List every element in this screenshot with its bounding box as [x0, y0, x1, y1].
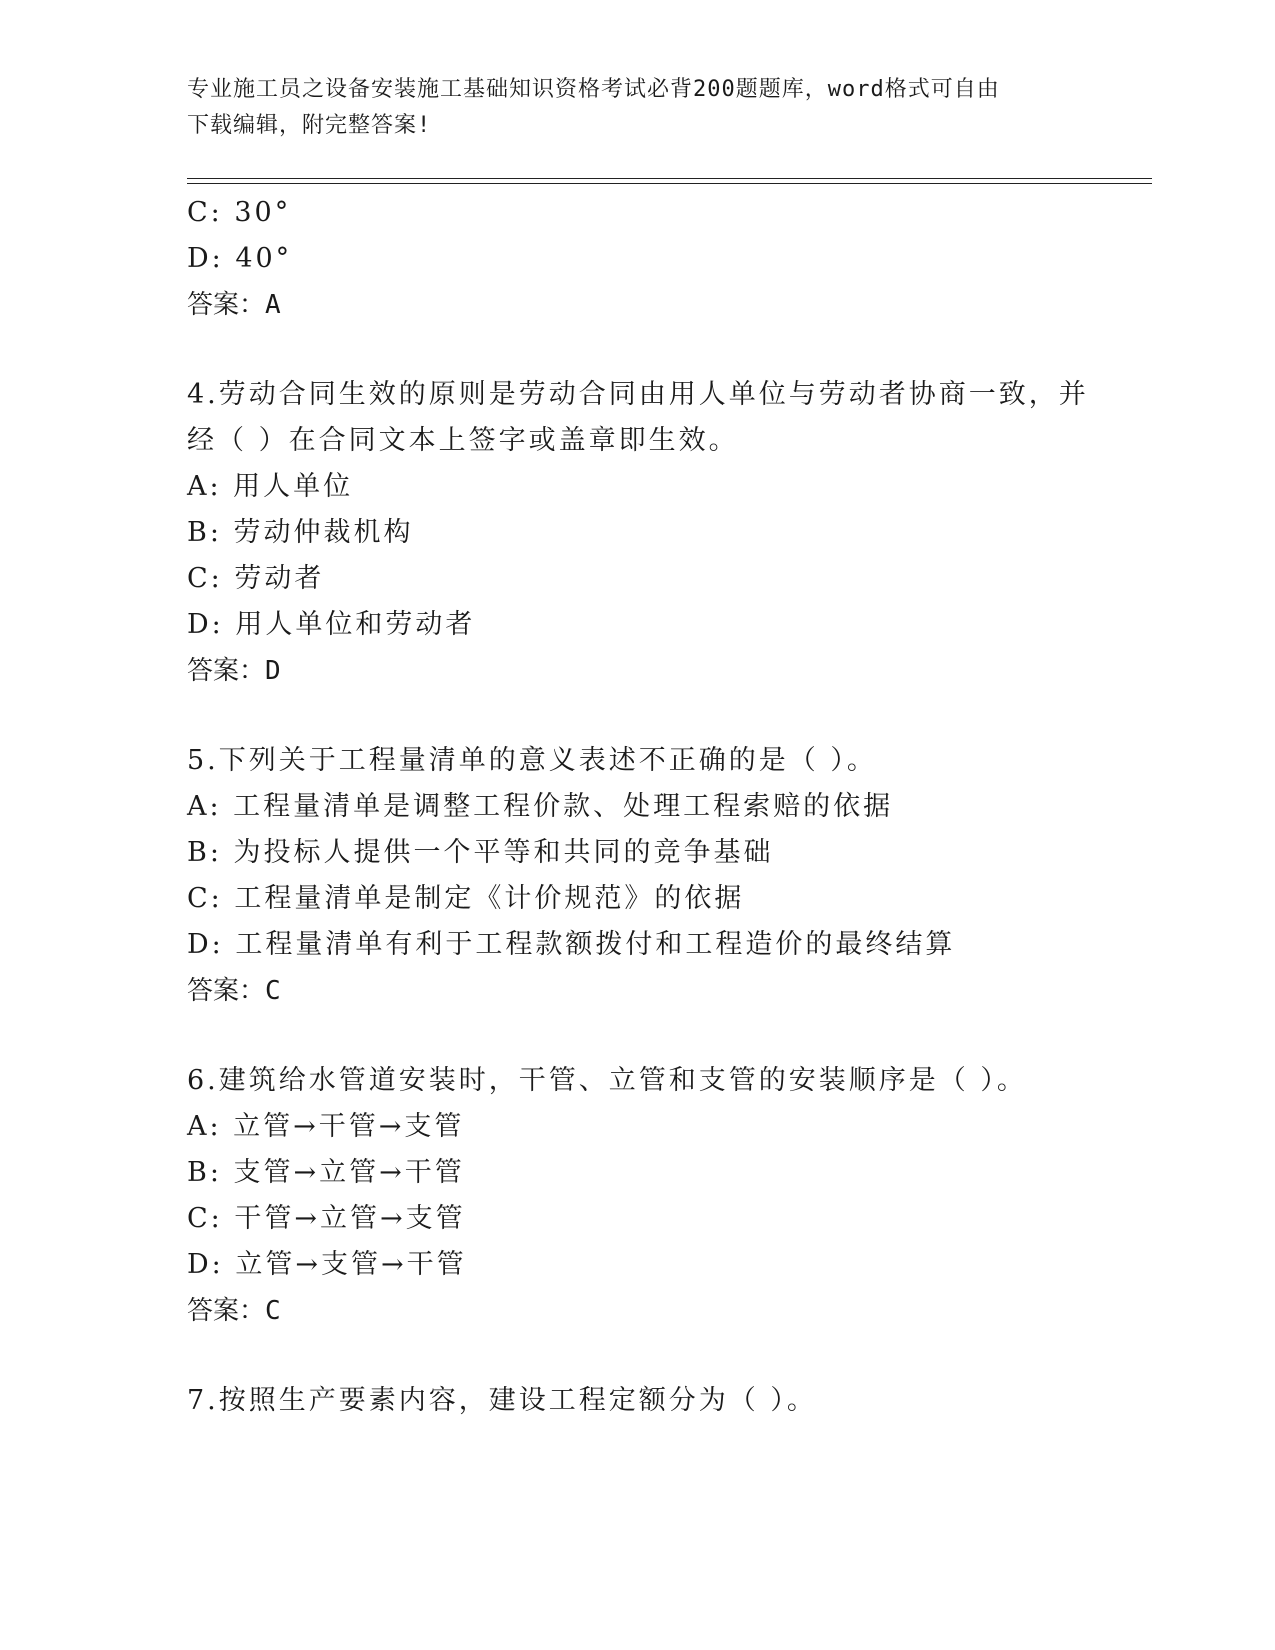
question-block-4: [187, 372, 1087, 694]
document-header: [187, 72, 1087, 144]
option-b: B: 支管→立管→干管: [187, 1157, 465, 1188]
option-d: D: 用人单位和劳动者: [187, 609, 476, 640]
header-title-line-1: 专业施工员之设备安装施工基础知识资格考试必背200题题库，word格式可自由: [187, 77, 1000, 102]
question-stem-cont: 经（ ）在合同文本上签字或盖章即生效。: [187, 425, 739, 456]
answer-line: 答案：A: [187, 290, 281, 320]
option-a: A: 立管→干管→支管: [187, 1111, 465, 1142]
question-block-5: [187, 738, 1087, 1014]
option-d: D: 40°: [187, 243, 293, 274]
question-stem: 7.按照生产要素内容，建设工程定额分为（ ）。: [187, 1385, 817, 1416]
option-c: C: 劳动者: [187, 563, 325, 594]
option-a: A: 工程量清单是调整工程价款、处理工程索赔的依据: [187, 791, 894, 822]
option-c: C: 30°: [187, 197, 292, 228]
question-list: [187, 190, 1087, 1424]
option-d: D: 工程量清单有利于工程款额拨付和工程造价的最终结算: [187, 929, 956, 960]
header-divider-bottom: [187, 183, 1152, 184]
answer-line: 答案：C: [187, 1296, 281, 1326]
header-divider-top: [187, 178, 1152, 179]
option-d: D: 立管→支管→干管: [187, 1249, 467, 1280]
question-block-prev: [187, 190, 1087, 328]
question-block-7: [187, 1378, 1087, 1424]
question-stem: 6.建筑给水管道安装时，干管、立管和支管的安装顺序是（ ）。: [187, 1065, 1027, 1096]
option-c: C: 干管→立管→支管: [187, 1203, 466, 1234]
option-b: B: 劳动仲裁机构: [187, 517, 414, 548]
option-a: A: 用人单位: [187, 471, 354, 502]
answer-line: 答案：C: [187, 976, 281, 1006]
answer-line: 答案：D: [187, 656, 281, 686]
question-stem: 5.下列关于工程量清单的意义表述不正确的是（ ）。: [187, 745, 877, 776]
question-block-6: [187, 1058, 1087, 1334]
option-c: C: 工程量清单是制定《计价规范》的依据: [187, 883, 745, 914]
header-title-line-2: 下载编辑，附完整答案!: [187, 113, 432, 138]
option-b: B: 为投标人提供一个平等和共同的竞争基础: [187, 837, 774, 868]
question-stem: 4.劳动合同生效的原则是劳动合同由用人单位与劳动者协商一致，并: [187, 379, 1089, 410]
